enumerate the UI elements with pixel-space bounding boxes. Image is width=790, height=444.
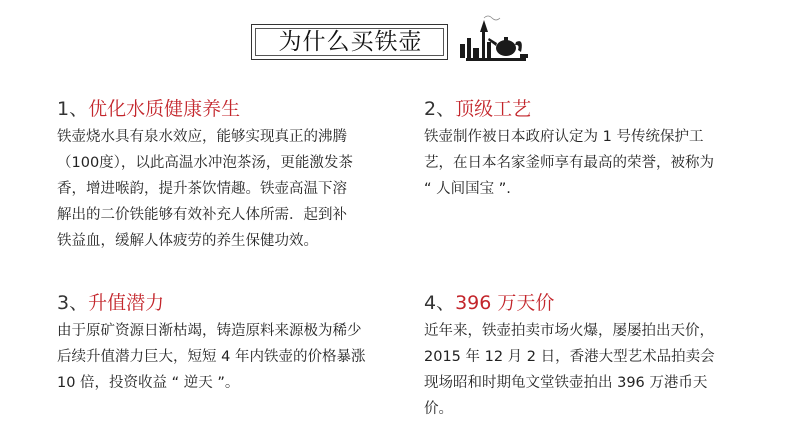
decorative-underline (466, 58, 526, 61)
body-line: 铁壶制作被日本政府认定为 1 号传统保护工 (424, 129, 704, 145)
section-craftsmanship (424, 97, 714, 202)
section-record-price (424, 291, 715, 422)
body-line: 由于原矿资源日渐枯竭，铸造原料来源极为稀少 (57, 323, 362, 339)
section-number: 1、 (57, 98, 89, 120)
section-number: 3、 (57, 292, 89, 314)
section-body (424, 124, 714, 202)
body-line: 铁壶烧水具有泉水效应，能够实现真正的沸腾 (57, 129, 347, 145)
section-water-quality (57, 97, 353, 254)
body-line: 香，增进喉韵，提升茶饮情趣。铁壶高温下溶 (57, 181, 347, 197)
section-heading (424, 291, 715, 315)
body-line: 2015 年 12 月 2 日，香港大型艺术品拍卖会 (424, 349, 715, 365)
section-label: 顶级工艺 (455, 98, 532, 120)
section-body (57, 318, 365, 396)
section-body (424, 318, 715, 422)
teapot-cityscape-icon (458, 14, 530, 62)
body-line: 后续升值潜力巨大，短短 4 年内铁壶的价格暴涨 (57, 349, 366, 365)
body-line: 艺，在日本名家釜师享有最高的荣誉，被称为 (424, 155, 714, 171)
page-title-frame (251, 24, 456, 64)
section-heading (57, 97, 353, 121)
section-heading (57, 291, 365, 315)
body-line: “ 人间国宝 ”. (424, 181, 511, 197)
body-line: 10 倍，投资收益 “ 逆天 ”。 (57, 375, 240, 391)
section-heading (424, 97, 714, 121)
section-appreciation (57, 291, 365, 396)
page-title: 为什么买铁壶 (278, 29, 423, 55)
body-line: 解出的二价铁能够有效补充人体所需．起到补 (57, 207, 347, 223)
section-body (57, 124, 353, 254)
section-number: 2、 (424, 98, 456, 120)
body-line: 近年来，铁壶拍卖市场火爆，屡屡拍出天价， (424, 323, 714, 339)
body-line: 价。 (424, 401, 453, 417)
section-label: 396 万天价 (455, 292, 555, 314)
section-label: 优化水质健康养生 (88, 98, 241, 120)
body-line: 铁益血，缓解人体疲劳的养生保健功效。 (57, 233, 318, 249)
section-label: 升值潜力 (88, 292, 165, 314)
section-number: 4、 (424, 292, 456, 314)
body-line: 现场昭和时期龟文堂铁壶拍出 396 万港币天 (424, 375, 708, 391)
body-line: （100度），以此高温水冲泡茶汤，更能激发茶 (57, 155, 353, 171)
